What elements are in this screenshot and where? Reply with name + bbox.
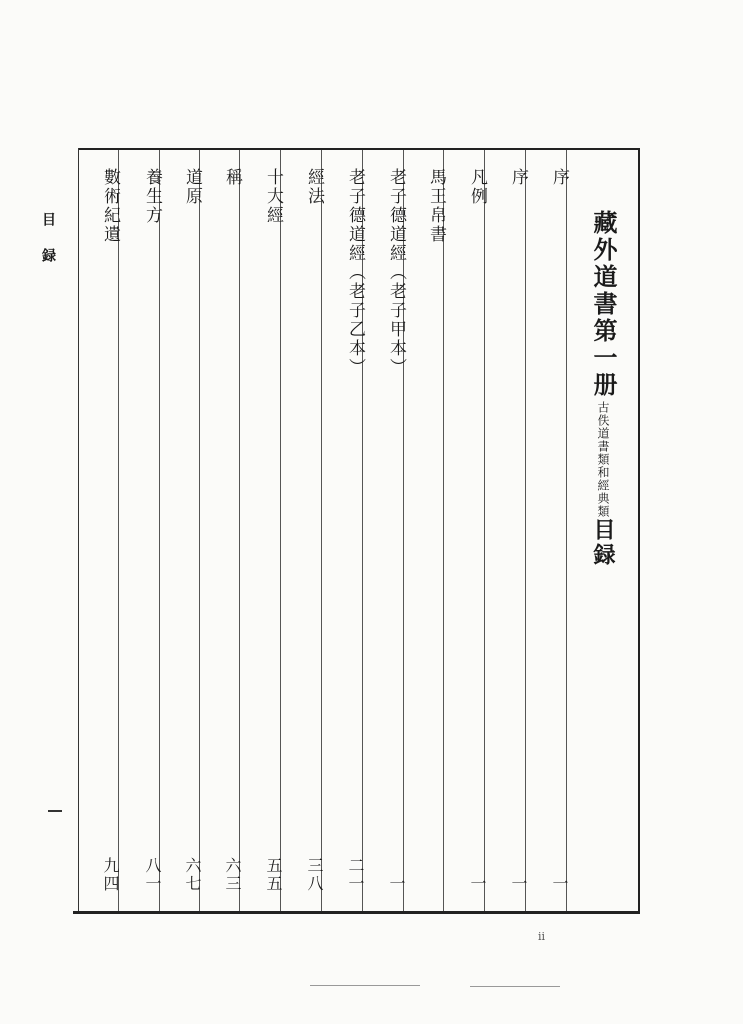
toc-entry [78, 150, 118, 911]
toc-entry [280, 150, 322, 911]
entry-title: 道原 [182, 168, 202, 206]
entry-title: 老子德道經（老子甲本） [386, 168, 406, 377]
entry-title: 十大經 [263, 168, 283, 225]
entry-title: 序 [508, 168, 528, 187]
entry-page: 一 [550, 875, 569, 893]
margin-dash [48, 810, 62, 812]
entry-title: 經法 [304, 168, 324, 206]
page-number: ii [538, 930, 546, 943]
entry-page: 五五 [264, 857, 283, 893]
entry-title: 凡例 [467, 168, 487, 206]
entry-title: 養生方 [142, 168, 162, 225]
toc-entry [239, 150, 281, 911]
entry-title: 數術紀遺 [100, 168, 120, 244]
entry-title: 馬王帛書 [426, 168, 446, 244]
table-of-contents [73, 148, 640, 914]
toc-entry [118, 150, 160, 911]
entry-page: 一 [468, 875, 487, 893]
entry-page: 八一 [143, 857, 162, 893]
toc-entry [484, 150, 526, 911]
toc-entry [159, 150, 200, 911]
entry-title: 稱 [222, 168, 242, 187]
toc-title-column [566, 150, 639, 911]
toc-heading: 目録 [590, 518, 616, 568]
toc-entry [199, 150, 240, 911]
entry-page: 九四 [101, 857, 120, 893]
scan-mark [310, 985, 420, 986]
entry-page: 六三 [223, 857, 242, 893]
bottom-rule [73, 911, 640, 914]
entry-page: 一 [509, 875, 528, 893]
toc-entry [362, 150, 404, 911]
scan-mark [470, 986, 560, 987]
entry-title: 老子德道經（老子乙本） [345, 168, 365, 377]
toc-entry [403, 150, 444, 911]
toc-entry [443, 150, 485, 911]
book-subtitle: 古佚道書類和經典類 [596, 401, 610, 518]
toc-entry [525, 150, 567, 911]
entry-page: 二一 [346, 857, 365, 893]
toc-entry [321, 150, 363, 911]
entry-page: 一 [387, 875, 406, 893]
entry-title: 序 [549, 168, 569, 187]
book-title: 藏外道書第一册 [589, 210, 618, 399]
entry-page: 三八 [305, 857, 324, 893]
running-head: 目録 [40, 212, 56, 284]
entry-page: 六七 [183, 857, 202, 893]
